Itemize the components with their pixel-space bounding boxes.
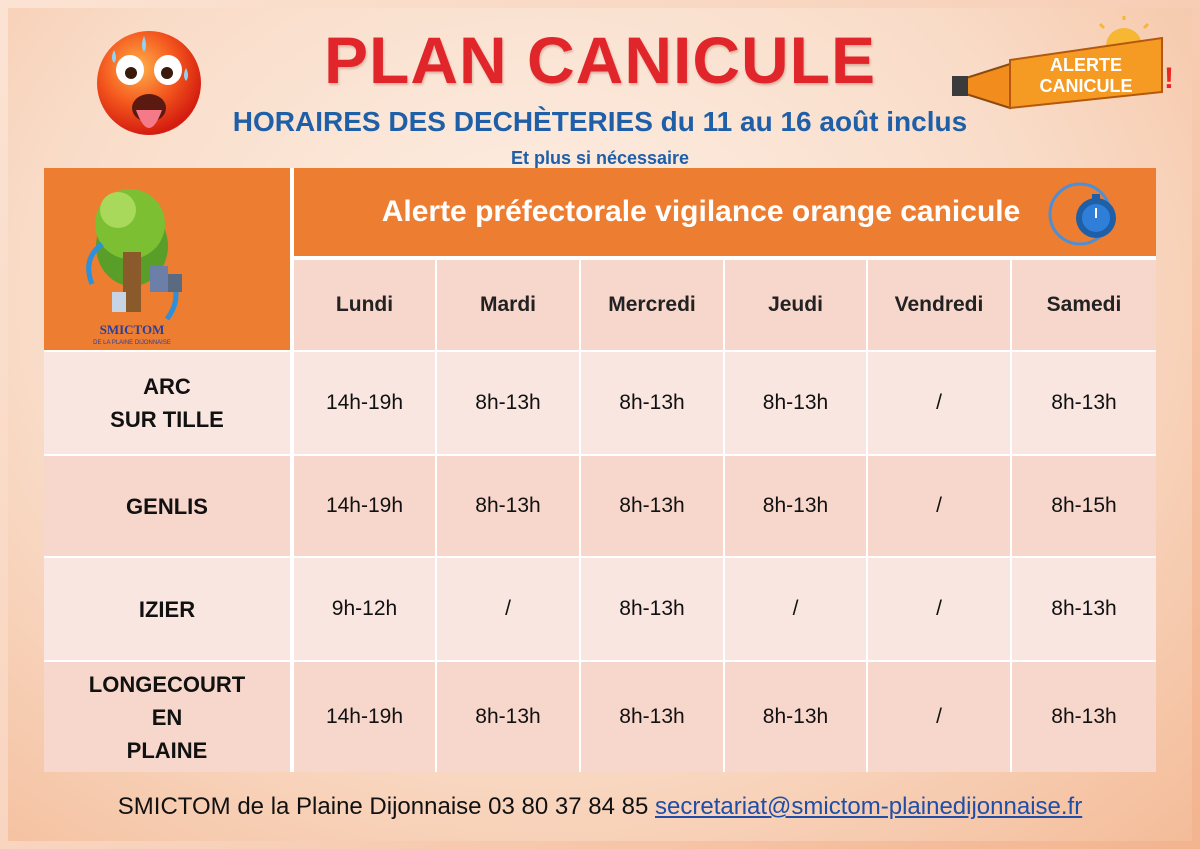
site-name-line: GENLIS [126,493,208,519]
hours-cell: 8h-13h [1012,556,1156,660]
logo-name: SMICTOM [99,322,165,337]
stopwatch-icon [1044,182,1124,246]
badge-line-2: CANICULE [1039,76,1133,96]
alert-banner [294,168,1156,258]
hours-cell: 8h-13h [437,660,581,772]
hours-cell: 8h-13h [725,350,868,454]
svg-text:!: ! [1164,62,1174,95]
hours-cell: / [868,454,1012,556]
day-header-mardi: Mardi [437,260,581,350]
site-name-line: ARC [143,374,191,399]
day-header-mercredi: Mercredi [581,260,725,350]
hours-cell: / [868,660,1012,772]
page-subtitle: HORAIRES DES DECHÈTERIES du 11 au 16 août inclus [232,106,968,137]
hours-cell: 8h-13h [581,660,725,772]
logo-tagline: DE LA PLAINE DIJONNAISE [93,340,171,344]
hours-cell: 9h-12h [294,556,437,660]
site-arc-sur-tille [44,350,292,454]
hours-cell: / [868,556,1012,660]
site-name-line: EN [151,704,183,730]
subtitle-note: Et plus si nécessaire [510,148,690,168]
footer-phone: 03 80 37 84 85 [488,793,649,820]
site-longecourt-en-plaine [44,660,292,772]
hours-cell: 8h-13h [437,454,581,556]
hours-cell: / [868,350,1012,454]
hours-cell: 8h-13h [581,454,725,556]
schedule-table [44,168,1156,772]
page-title: PLAN CANICULE [324,23,876,97]
hours-cell: 14h-19h [294,350,437,454]
day-header-vendredi: Vendredi [868,260,1012,350]
site-izier [44,556,292,660]
tree-recycling-logo-icon [72,174,262,344]
site-genlis [44,454,292,556]
footer-email-link[interactable]: secretariat@smictom-plainedijonnaise.fr [655,793,1083,820]
footer [0,793,1200,821]
hours-cell: 8h-13h [437,350,581,454]
banner-text: Alerte préfectorale vigilance orange canicule [381,195,1021,228]
hours-cell: / [437,556,581,660]
day-header-jeudi: Jeudi [725,260,868,350]
hours-cell: 8h-13h [581,350,725,454]
footer-org: SMICTOM de la Plaine Dijonnaise [117,793,482,820]
hours-cell: 8h-13h [725,660,868,772]
hours-cell: 8h-13h [581,556,725,660]
hours-cell: 8h-13h [725,454,868,556]
day-header-lundi: Lundi [294,260,437,350]
logo-cell [44,168,292,350]
hours-cell: / [725,556,868,660]
hours-cell: 8h-13h [1012,350,1156,454]
site-name-line: PLAINE [126,737,208,763]
hours-cell: 14h-19h [294,454,437,556]
hours-cell: 8h-13h [1012,660,1156,772]
site-name-line: SUR TILLE [110,407,224,432]
hours-cell: 14h-19h [294,660,437,772]
hours-cell: 8h-15h [1012,454,1156,556]
day-header-samedi: Samedi [1012,260,1156,350]
badge-line-1: ALERTE [1050,55,1122,75]
site-name-line: LONGECOURT [88,671,246,697]
site-name-line: IZIER [138,596,196,622]
